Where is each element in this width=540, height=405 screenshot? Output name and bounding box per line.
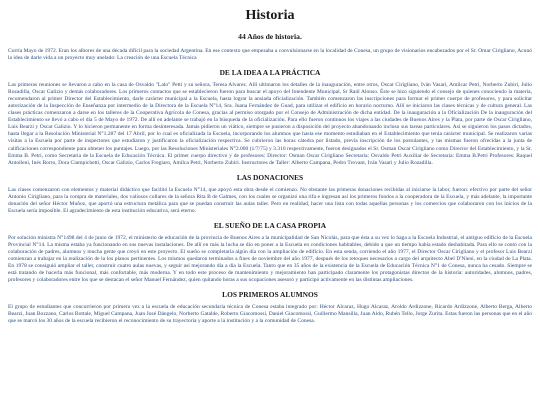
page-title: Historia xyxy=(245,8,295,23)
section-title-donaciones: LAS DONACIONES xyxy=(236,172,304,182)
section-paragraph-casa-propia: Por solución ministra N°1498 del 4 de junio de 1972, el ministerio de educación de la provincia de Buenos Aires a la municipalidad de San Nicolás, para que ésta a su vez lo haga a la Escuela Industrial, el antiguo edificio de la Escuela Provincial N°14. La misma estaba ya funcionando en sus nuevas instalaciones. De allí en más la lucha se dio en poner a la Escuela en condiciones habitables, debido a que un tiempo había estado deshabitada. Para ello se contó con la colaboración de padres, alumnos y mucha gente que creyó en este proyecto. El sueño se completaría algún día con la ampliación de edificio. En esta senda, corriendo el año 1977, el Director Oscar Cirigliano y el profesor Luis Bearzi comienzan a trabajar en la realización de la los planos pertinentes. Los mismos quedaron terminados a fines de noviembre del año 1977, después de los retoques necesarios a cargo del arquitecto Abel D'Nieni, en la ciudad de La Plata. En 1978 se consiguió ampliar el taller, construir cuatro aulas nuevas, y seguir así mejorando día a día la Escuela. Tanto que en 35 años de la existencia de la Escuela de Educación Técnica N°1 de Conesa, nunca ha cesado. Siempre se está tratando de hacerla más funcional, más confortable, más moderna. Y en todo este proceso de mantenimiento y mejoramiento han participado claramente los protagonistas directos de la historia: autoridades, alumnos, padres, profesores y colaboradores entre los que se destacan el señor Manuel Fernández, quien quitando horas a sus ocupaciones asesoró y participó activamente en las distintas ampliaciones. xyxy=(8,234,532,284)
page-content xyxy=(8,0,532,325)
intro-paragraph: Corría Mayo de 1972. Eran los albores de una década difícil para la sociedad Argentina. En ese contexto que empezaba a convulsionarse en la localidad de Conesa, un grupo de visionarios encabezados por el Sr. Omar Cirigliano, Acunó la idea de darle vida a un proyecto muy anelado: La creación de una Escuela Técnica xyxy=(8,48,532,62)
section-paragraph-donaciones: Las clases comenzaron con elementos y material didáctico que facilitó la Escuela N°14, que apoyó esta obra desde el comienzo. No obstante las primeras donaciones recibidas al iniciarse la labor, fueron: efectivo por parte del señor Antonio Cirigliano, para la compra de materiales, dos valiosos collares de la señora Rita B de Galmes, con los cuales se organizó una rifa e ingresan así los primeros fondos a la cooperadora de la Escuela, y más adelante, la importante donación del señor Héctor Muñoz, que aportó una estructura metálica para que se puedan construir las aulas taller. Pero en realidad, hacer una lista con todas aquellas personas y los comercios que colaboraron con los inicios de la Escuela sería imposible. El agradecimiento de esta institución educativa, será eterno. xyxy=(8,186,532,214)
section-title-primeros-alumnos: LOS PRIMEROS ALUMNOS xyxy=(222,290,318,300)
section-title-casa-propia: EL SUEÑO DE LA CASA PROPIA xyxy=(213,220,327,230)
section-paragraph-primeros-alumnos: El grupo de estudiantes que concurrieron por primera vez a la escuela de educación secundaria técnica de Conesa estaba integrado por: Héctor Alcaraz, Hugo Alcaraz, Aroldo Ardizzone, Ricardo Ardizzone, Alberto Berga, Alberto Bearzi, Juan Bozzano, Carlos Bottale, Miguel Campana, Juan José Dángelo, Norberto Gatalde, Roberto Giacomossi, Daniel Giacomossi, Guillermo Mansilla, Juan Aldo, Rubén Tello, Jorge Zurita. Estas fueron las personas que en el año que se marcó los 30 años de la escuela recibieron el reconocimiento de su trayectoria y aporte a la institución y a la comunidad de Conesa. xyxy=(8,304,532,325)
page-subtitle: 44 Años de historia. xyxy=(238,32,302,41)
section-title-idea: DE LA IDEA A LA PRÁCTICA xyxy=(219,68,321,78)
section-paragraph-idea: Las primeras reuniones se llevaron a cabo en la casa de Osvaldo "Lalo" Petti y su señora, Teresa Alvarez. Allí ultimaron los detalles de la inauguración, entre otros, Oscar Cirigliano, Iván Vasari, Amílcar Petri, Norberto Zubiri, Julio Rozadilla, Oscar Galizio y demás colaboradores. Los primeros contactos que se establecieron fueron para buscar el apoyo del Intendente Municipal, Sr Raúl Alonso. Éste se hizo siguiendo el consejo de quienes conociendo la materia, recomendaron al primer Director del Establecimiento, darle carácter municipal a la Escuela, hasta lograr la ansiada oficialización. También comenzaron las inscripciones para formar el primer cuerpo de profesores, y para solicitar autorización de la Inspección de Enseñanza por intermedio de la Directora de la Escuela N°14, Sra. Juana Fernández de Guad, para utilizar el edificio en horario nocturno. Allí se iniciaron las clases técnicas y de cultura general. Las clases prácticas comenzaron a darse en los talleres de la Cooperativa Agrícola de Conesa, gracias al permiso otorgado por el Consejo de Administración de dicha entidad. De la inauguración a la Oficialización De la inauguración del Establecimiento se llevó a cabo el día 5 de Mayo de 1972. De allí en adelante se trabajó en la búsqueda de la oficialización. Para ello fueron continuos los viajes a las ciudades de Buenos Aires y la Plata, por parte de Oscar Cirigliano, Luis Bearzi y Oscar Galizio. Y lo hicieron permanente en forma desinteresada. Jamás pidieron un viático, siempre se pusieron a disposición del proyecto abandonando incluso sus tareas particulares. Así se siguieron los pasos dictados, hasta llegar a la Resolución Ministerial N°1.287 del 17 Abril, por lo cual es oficializada la Escuela, incorporando los alumnos que hasta ese momento estudiaban en el Establecimiento que tenía carácter municipal. Se realizaron varias visitas a la Escuela por parte de inspectores que estudiaron y justificaron la oficialización respectiva. Se cubrieron las horas cátedra por listado, previa inscripción de los postulantes, y las mismas fueron ofrecidas a la junta de calificaciones correspondiente para obtener los puntajes. Luego, por las Resoluciones Ministeriales N°2.000 (1/7/75) y 3.310 respectivamente, fueron designados el Sr. Osman Oscar Cirigliano como Director del Establecimiento, y la Sr. Emma B. Petri, como Secretaria de la Escuela de Educación Técnica. El primer cuerpo directivo y de profesores: Director: Osman Oscar Cirigliano Secretaria: Osvaldo Petri Auxiliar de Secretaria: Emma B.Petri Profesores: Raquel Antolleni, Inés Borro, Dora Ciampichetti, Oscar Galizio, Carlos Fregiaro, Amílca Petri, Norberto Zubiri. Instructores de Taller: Alberto Campana, Pedro Trovant, Iván Vasari y Julio Rozadilla. xyxy=(8,82,532,166)
